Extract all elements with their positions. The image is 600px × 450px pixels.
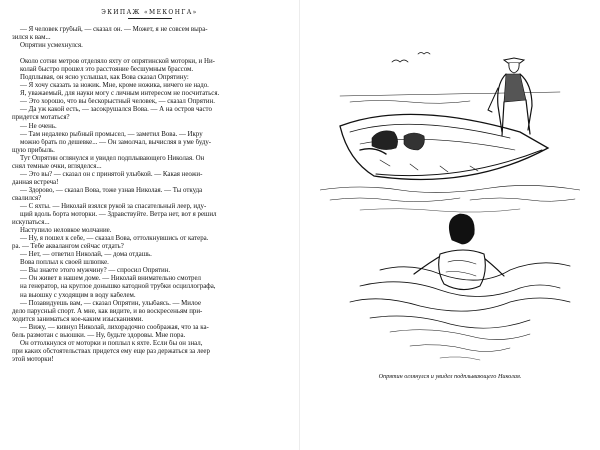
text-line: Наступило неловкое молчание. — [20, 227, 112, 235]
right-page — [320, 40, 590, 440]
text-line: данная встреча! — [12, 178, 59, 186]
text-line: бель размотан с вьюшки. — Ну, будьте здоровы. Мне пора. — [12, 331, 186, 339]
body-text — [12, 26, 287, 364]
text-line: снял темные очки, вгляделся... — [12, 162, 102, 170]
text-line: ра. — Тебе аквалангом сейчас отдать? — [12, 243, 124, 251]
paragraph-gap — [12, 50, 287, 58]
text-line: Он оттолкнулся от моторки и поплыл к яхте. Если бы он знал, — [20, 339, 203, 347]
text-line: ходится заниматься кое-каким изысканиями. — [12, 315, 144, 323]
left-page — [12, 9, 287, 439]
text-line: Подплывая, он ясно услышал, как Вова сказал Опрятину: — [20, 74, 189, 82]
text-line: Опрятин усмехнулся. — [20, 42, 83, 50]
text-line: на генератор, на круглое донышко катодной трубки осциллографа, — [20, 283, 216, 291]
illustration-caption: Опрятин оглянулся и увидел подплывающего Николая. — [378, 373, 522, 380]
text-line: можно брать по дешевке... — Он замолчал, вычисляя в уме буду- — [20, 138, 212, 146]
text-line: — Он живет в нашем доме. — Николай внимательно смотрел — [20, 275, 201, 283]
text-line: щий вдоль борта моторки. — Здравствуйте. Ветра нет, вот я решил — [20, 211, 217, 219]
text-line: при каких обстоятельствах придется ему еще раз держаться за леер — [12, 347, 210, 355]
running-head: ЭКИПАЖ «МЕКОНГА» — [101, 9, 198, 16]
text-line: придется мотаться? — [12, 114, 70, 122]
text-line: Я, уважаемый, для науки могу с личным интересом не посчитаться. — [20, 90, 220, 98]
text-line: щую прибыль. — [12, 146, 55, 154]
text-line: — Нет, — ответил Николай, — дома отдашь. — [20, 251, 152, 259]
text-line: — Вы знаете этого мужчину? — спросил Опрятин. — [20, 267, 171, 275]
page-gutter — [299, 0, 300, 450]
text-line: — Я человек грубый, — сказал он. — Может, я не совсем выра- — [20, 26, 208, 33]
running-head-rule — [128, 18, 172, 19]
text-line: — Позавидуешь вам, — сказал Опрятин, улыбаясь. — Милое — [20, 299, 202, 307]
text-line: — Вижу, — кивнул Николай, лихорадочно соображая, что за ка- — [20, 323, 209, 331]
text-line: — Там недалеко рыбный промысел, — заметил Вова. — Икру — [20, 130, 203, 138]
text-line: — Да уж какой есть, — засокрушался Вова. — А на остров часто — [20, 106, 212, 114]
text-line: — Не очень. — [20, 122, 57, 130]
text-line: Тут Опрятин оглянулся и увидел подплывающего Николая. Он — [20, 154, 205, 162]
text-line: этой моторки! — [12, 355, 54, 363]
text-line: — С яхты. — Николай взялся рукой за спасательный леер, иду- — [20, 202, 207, 210]
text-line: свалился? — [12, 194, 42, 202]
text-line: — Здорово, — сказал Вова, тоже узнав Николая. — Ты откуда — [20, 186, 203, 194]
text-line: Около сотни метров отделяло яхту от опрятинской моторки, и Ни- — [20, 58, 215, 66]
text-line: колай быстро прошел это расстояние бесшумным брассом. — [20, 66, 194, 74]
text-line: дело парусный спорт. А мне, как видите, и во воскресеньям при- — [12, 307, 203, 315]
text-line: — Это хорошо, что вы бескорыстный человек, — сказал Опрятин. — [20, 98, 215, 106]
text-line: Вова поплыл к своей шлюпке. — [20, 259, 109, 267]
text-line: — Я хочу сказать за ножик. Мне, кроме ножика, ничего не надо. — [20, 82, 209, 90]
text-line: — Ну, я пошел к себе, — сказал Вова, оттолкнувшись от катера. — [20, 235, 209, 243]
illustration-sketch — [320, 40, 580, 370]
text-line: искупаться... — [12, 219, 50, 227]
text-line: — Это вы? — сказал он с принятой улыбкой. — Какая неожи- — [20, 170, 203, 178]
text-line: на вьюшку с уходящим в воду кабелем. — [20, 291, 136, 299]
text-line: зился к вам... — [12, 34, 51, 42]
